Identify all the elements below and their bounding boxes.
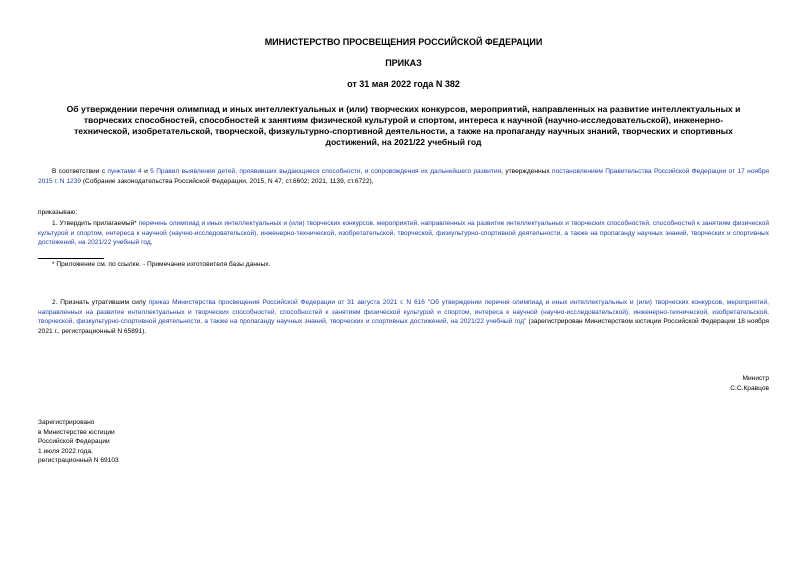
item-2-text-2: (зарегистрирован Министерством юстиции Российской Федерации 18 ноября 2021 г., регистрационный N 65891). [38,318,769,335]
doc-type-heading: ПРИКАЗ [385,58,422,68]
intro-link-decree[interactable]: постановлением Правительства Российской Федерации от 17 ноября 2015 г. N 1239 [38,168,770,185]
order-word: приказываю: [38,209,78,216]
intro-text-2: и [141,168,151,175]
item-1-link-list[interactable]: перечень олимпиад и иных интеллектуальных и (или) творческих конкурсов, мероприятий, направленных на развитие интеллектуальных и творческих способностей, способностей к занятиям физической культурой и спортом, интереса к научной (научно-исследовательской), инженерно-технической, изобретательской, творческой, физкультурно-спортивной деятельности, а также на пропаганду научных знаний, творческих и спортивных достижений, на 2021/22 учебный год [38,220,770,247]
registration-line-4: 1 июля 2022 года, [38,447,93,455]
doc-date-number: от 31 мая 2022 года N 382 [347,79,460,89]
intro-link-rules[interactable]: 5 Правил выявления детей, проявивших выдающиеся способности, и сопровождения их дальнейшего развития [150,168,502,175]
item-1-text-1: 1. Утвердить прилагаемый* [52,220,139,227]
registration-block [38,418,119,466]
item-2-paragraph [38,298,769,336]
intro-text-3: , утвержденных [501,168,553,175]
registration-line-2: в Министерстве юстиции [38,428,115,436]
intro-link-points[interactable]: пунктами 4 [107,168,142,175]
signature-position: Министр [742,375,769,382]
document-title: Об утверждении перечня олимпиад и иных интеллектуальных и (или) творческих конкурсов, мероприятий, направленных на развитие интеллектуальных и творческих способностей, способностей к занятиям физической культурой и спортом, интереса к научной (научно-исследовательской), инженерно-технической, изобретательской, творческой, физкультурно-спортивной деятельности, а также на пропаганду научных знаний, творческих и спортивных достижений, на 2021/22 учебный год [66,104,741,147]
item-1-paragraph [38,219,769,248]
intro-text-4: (Собрание законодательства Российской Федерации, 2015, N 47, ст.6602; 2021, 1139, ст.6722), [81,177,374,185]
intro-paragraph [38,167,769,186]
footnote-divider [38,258,104,259]
item-2-link-order[interactable]: приказ Министерства просвещения Российской Федерации от 31 августа 2021 г. N 616 "Об утверждении перечня олимпиад и иных интеллектуальных и (или) творческих конкурсов, мероприятий, направленных на развитие интеллектуальных и творческих способностей, способностей к занятиям физической культурой и спортом, интереса к научной (научно-исследовательской), инженерно-технической, изобретательской, творческой, физкультурно-спортивной деятельности, а также на пропаганду научных знаний, творческих и спортивных достижений, на 2021/22 учебный год" [38,299,769,326]
registration-line-3: Российской Федерации [38,438,110,446]
registration-line-1: Зарегистрировано [38,419,95,426]
item-1-text-2: . [150,239,153,247]
footnote-text: * Приложение см. по ссылке. - Примечание изготовителя базы данных. [52,261,271,268]
item-2-text-1: 2. Признать утратившим силу [52,299,149,306]
registration-line-5: регистрационный N 69103 [38,457,119,465]
signature-name: С.С.Кравцов [730,385,769,392]
ministry-heading: МИНИСТЕРСТВО ПРОСВЕЩЕНИЯ РОССИЙСКОЙ ФЕДЕРАЦИИ [264,37,543,47]
intro-text-1: В соответствии с [52,168,108,175]
